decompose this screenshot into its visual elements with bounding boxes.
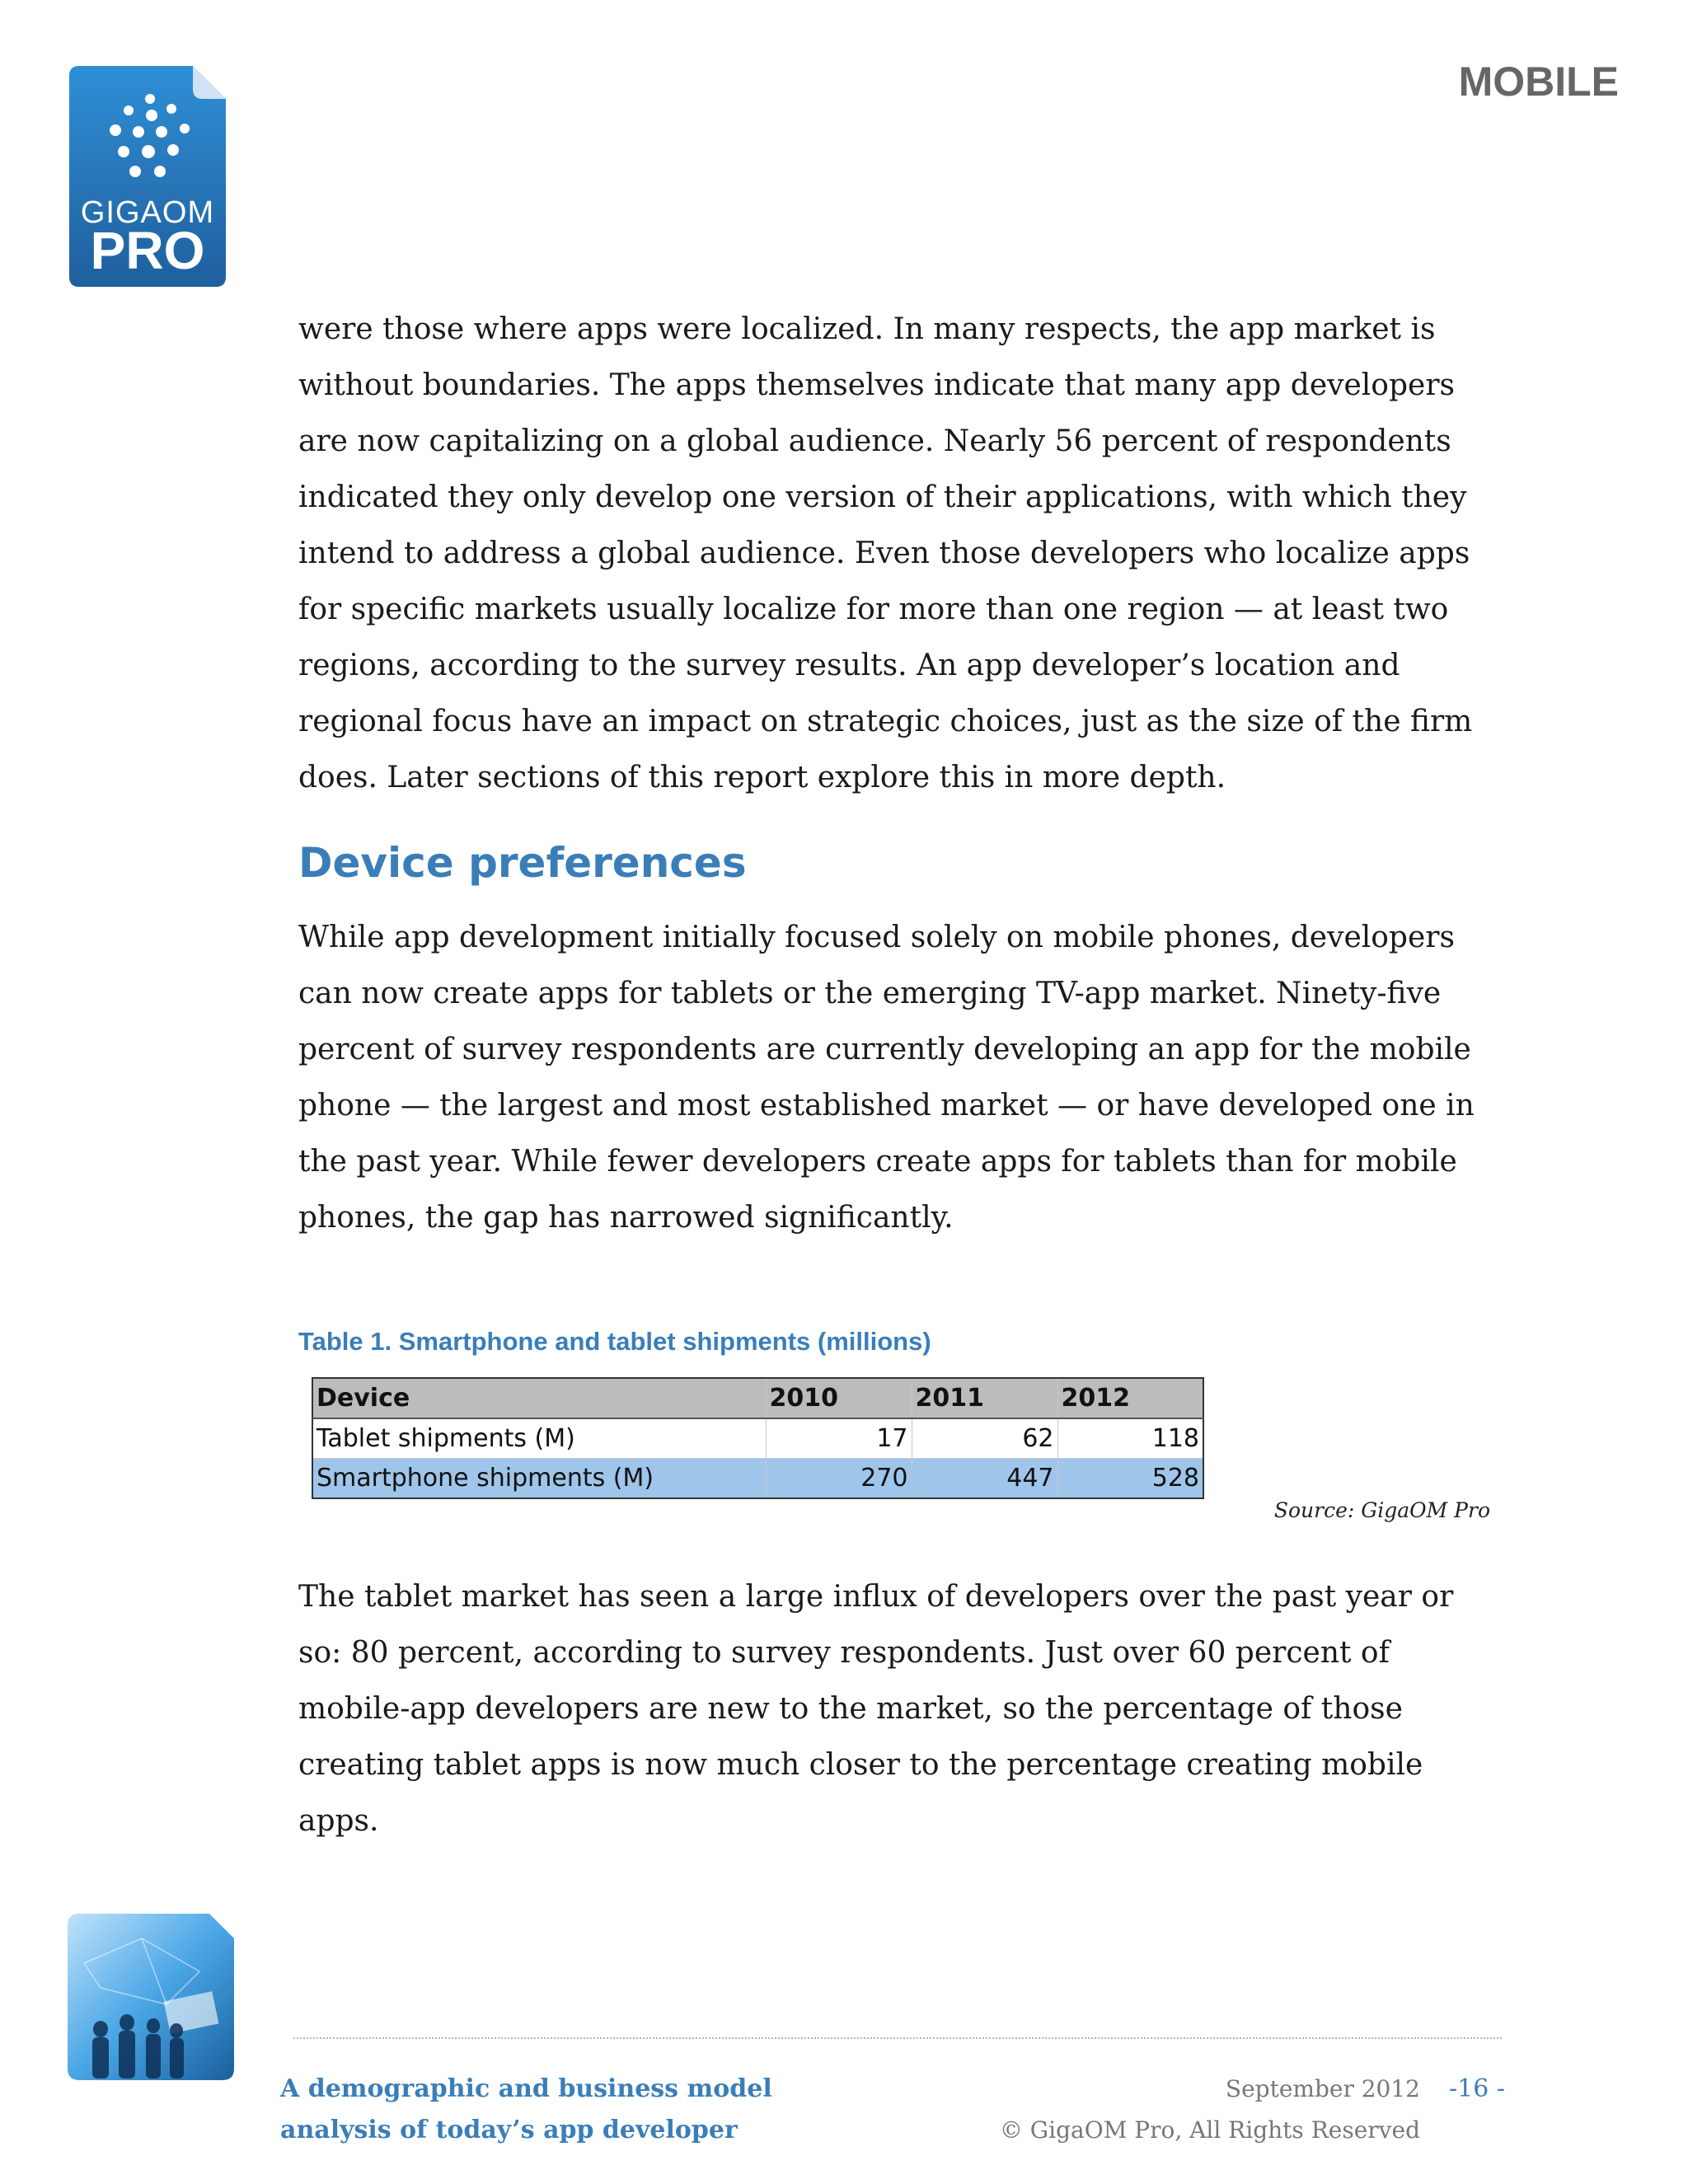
table-caption: Table 1. Smartphone and tablet shipments (millions) — [298, 1327, 931, 1356]
table-cell: 270 — [766, 1459, 912, 1499]
table-header-cell: 2012 — [1057, 1378, 1203, 1418]
logo-text-pro: PRO — [90, 221, 205, 280]
table-header-cell: 2011 — [912, 1378, 1057, 1418]
footer-title-line: A demographic and business model — [280, 2074, 772, 2103]
table-row — [312, 1418, 1203, 1459]
table-cell: 528 — [1057, 1459, 1203, 1499]
logo-text-gigaom: GIGAOM — [80, 195, 215, 230]
table-source: Source: GigaOM Pro — [1273, 1498, 1490, 1522]
footer-business-people-image — [68, 1914, 234, 2080]
footer-divider — [293, 2037, 1502, 2039]
section-tag: MOBILE — [1458, 59, 1619, 105]
page-number: -16 - — [1449, 2074, 1505, 2103]
table-cell: 118 — [1057, 1418, 1203, 1459]
table-header-cell: Device — [312, 1378, 766, 1418]
footer-title-line: analysis of today’s app developer — [280, 2116, 738, 2144]
footer-copyright: © GigaOM Pro, All Rights Reserved — [999, 2116, 1420, 2144]
table-cell: Tablet shipments (M) — [312, 1418, 766, 1459]
section-heading: Device preferences — [298, 839, 747, 887]
table-cell: 447 — [912, 1459, 1057, 1499]
footer-meta — [1000, 2069, 1420, 2151]
paragraph-device-preferences — [298, 910, 1502, 1246]
table-cell: 62 — [912, 1418, 1057, 1459]
gigaom-pro-logo — [69, 66, 226, 287]
paragraph-tablet-market — [298, 1569, 1502, 1849]
paragraph-intro — [298, 302, 1502, 806]
footer-date: September 2012 — [1225, 2075, 1420, 2102]
shipments-table — [312, 1377, 1204, 1499]
table-cell: 17 — [766, 1418, 912, 1459]
table-cell: Smartphone shipments (M) — [312, 1459, 766, 1499]
paragraph-text: were those where apps were localized. In many respects, the app market is without boundaries. The apps themselves indicate that many app developers are now capitalizing on a global audience. Nearly 56 percent of respondents indicated they only develop one version of their applications, with which they intend to address a global audience. Even those developers who localize apps for specific markets usually localize for more than one region — at least two regions, according to the survey results. An app developer’s location and regional focus have an impact on strategic choices, just as the size of the firm does. Later sections of this report explore this in more depth. — [298, 312, 1473, 794]
table-header-row — [312, 1378, 1203, 1418]
table-header-cell: 2010 — [766, 1378, 912, 1418]
footer-report-title — [280, 2069, 772, 2151]
paragraph-text: The tablet market has seen a large influx of developers over the past year or so: 80 percent, according to survey respondents. Just over 60 percent of mobile-app developers are new to the market, so the percentage of those creating tablet apps is now much closer to the percentage creating mobile apps. — [298, 1580, 1454, 1838]
table-row — [312, 1459, 1203, 1499]
paragraph-text: While app development initially focused solely on mobile phones, developers can now create apps for tablets or the emerging TV-app market. Ninety-five percent of survey respondents are currently developing an app for the mobile phone — the largest and most established market — or have developed one in the past year. While fewer developers create apps for tablets than for mobile phones, the gap has narrowed significantly. — [298, 921, 1475, 1235]
